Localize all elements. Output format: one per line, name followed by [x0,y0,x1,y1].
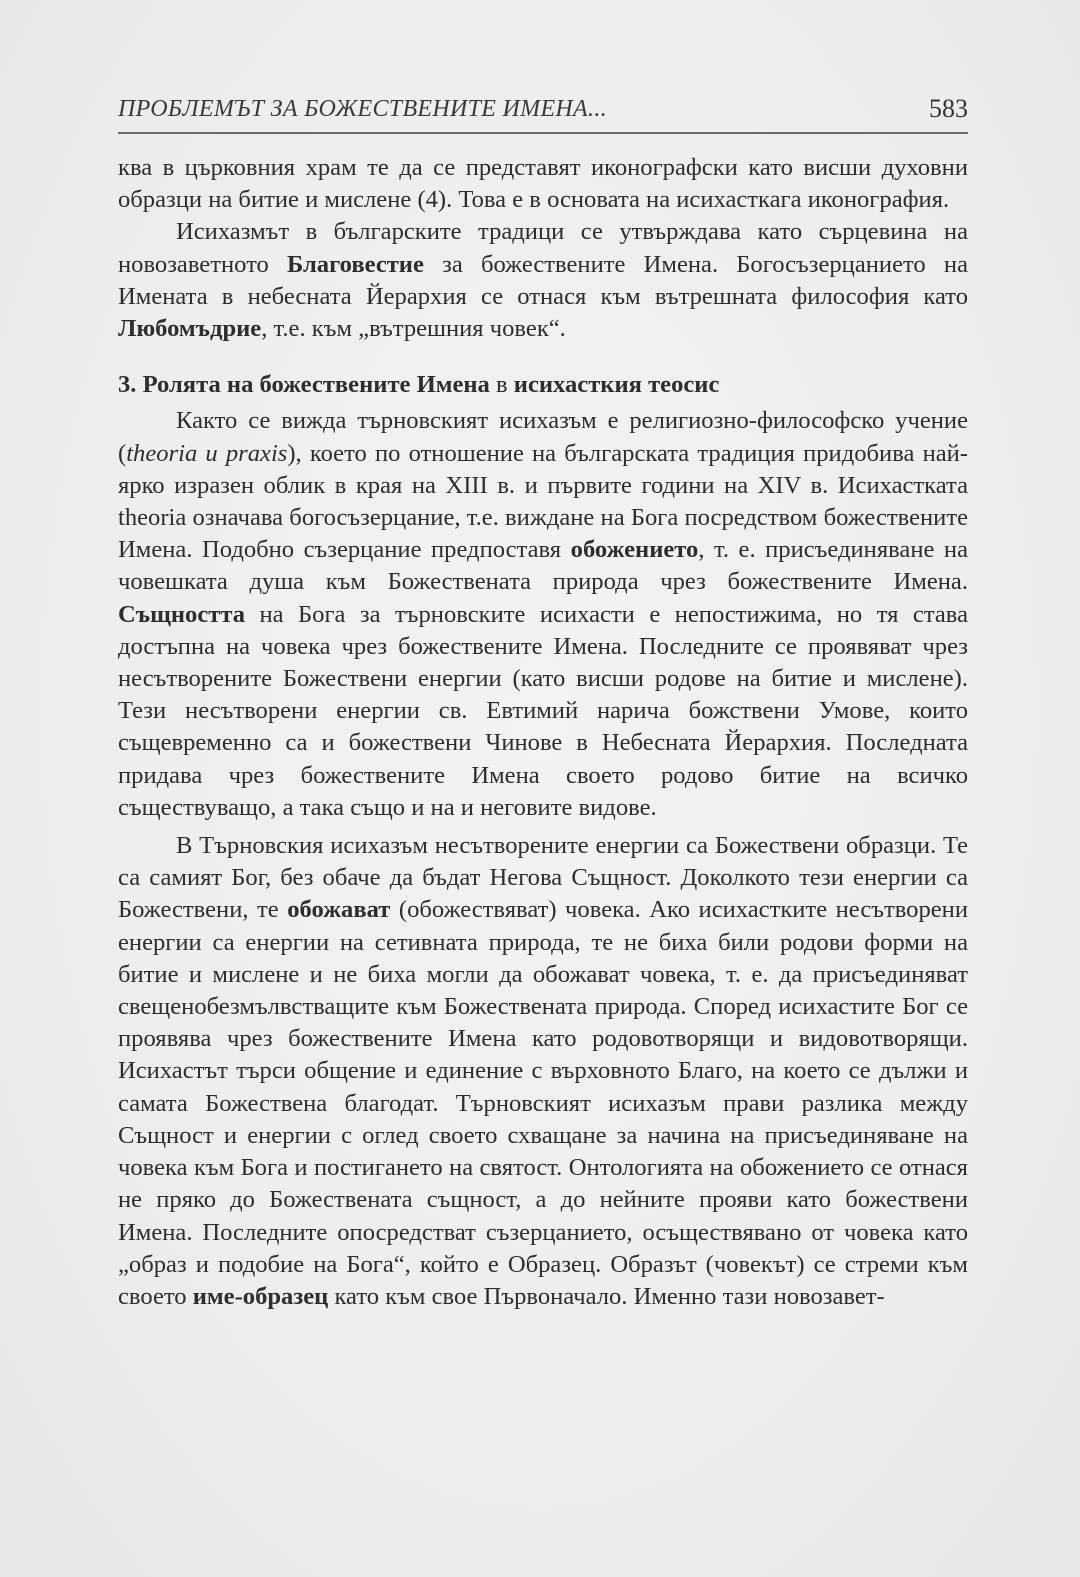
text-run: Исихазмът в българските традици се утвърждава като сърцевина на новозаветното [118,218,968,278]
running-header [118,92,968,134]
bold-term: Благовестие [287,250,424,278]
heading-text: в [496,371,508,399]
text-run: ), което по отношение на българската традиция придобива най-ярко изразен облик в края на XIII в. и първите години на XIV в. Исихастката theoria означава богосъзерцание, т.е. виждане на Бога посредством божествените Имена. Подобно съзерцание предпоставя [118,439,968,564]
text-run: В Търновския исихазъм несътворените енергии са Божествени образци. Те са самият Бог, без обаче да бъдат Негова Същност. Доколкото тези енергии са Божествени, те [118,832,968,924]
text-run: (обожествяват) човека. Ако исихастките несътворени енергии са енергии на сетивната природа, те не биха били родови форми на битие и мислене и не биха могли да обожават човека, т. е. да присъединяват свещенобезмълвстващите към Божествената природа. Според исихастите Бог се проявява чрез божествените Имена като родовотворящи и видовотворящи. Исихастът търси общение и единение с върховното Благо, на което се дължи и самата Божествена благодат. Търновският исихазъм прави разлика между Същност и енергии с оглед своето схващане за начина на присъединяване на човека към Бога и постигането на святост. Онтологията на обожението се отнася не пряко до Божествената същност, а до нейните прояви като божествени Имена. Последните опосредстват съзерцанието, осъществявано от човека като „образ и подобие на Бога“, който е Образец. Образът (човекът) се стреми към своето [118,896,968,1310]
bold-term: Същността [118,600,246,628]
bold-term: обожението [570,536,699,564]
bold-term: име-образец [192,1282,329,1310]
paragraph-continuation [118,152,968,216]
text-run: , т.е. към „вътрешния човек“. [261,315,566,343]
bold-term: обожават [287,896,391,924]
heading-text: исихасткия теосис [507,371,720,399]
italic-term: theoria u praxis [126,439,288,467]
text-run: , т. е. присъединяване на човешката душа към Божествената природа чрез божествените Имена. [118,536,968,596]
heading-text: 3. Ролята на божествените Имена [118,371,496,399]
text-run: като към свое Първоначало. Именно тази новозавет- [328,1282,885,1310]
text-run: Както се вижда търновският исихазъм е религиозно-философско учение ( [118,407,968,467]
running-title: ПРОБЛЕМЪТ ЗА БОЖЕСТВЕНИТЕ ИМЕНА... [118,96,607,122]
text-run: ква в църковния храм те да се представят иконографски като висши духовни образци на битие и мислене (4). Това е в основата на исихасткага иконография. [118,154,968,214]
bold-term: Любомъдрие [118,315,262,343]
text-run: на Бога за търновските исихасти е непостижима, но тя става достъпна на човека чрез божествените Имена. Последните се проявяват чрез несътворените Божествени енергии (като висши родове на битие и мислене). Тези несътворени енергии св. Евтимий нарича божствени Умове, които същевременно са и божествени Чинове в Небесната Йерархия. Последната придава чрез божествените Имена своето родово битие на всичко съществуващо, а така също и на и неговите видове. [118,600,968,821]
text-run: за божествените Имена. Богосъзерцанието на Имената в небесната Йерархия се отнася към вътрешната философия като [118,250,969,310]
body-text [118,152,968,1313]
page-number: 583 [929,94,968,123]
paragraph-hesychasm-tradition [118,216,968,345]
paragraph-energies [118,830,968,1313]
paragraph-theoria [118,405,968,824]
section-heading [118,369,968,401]
